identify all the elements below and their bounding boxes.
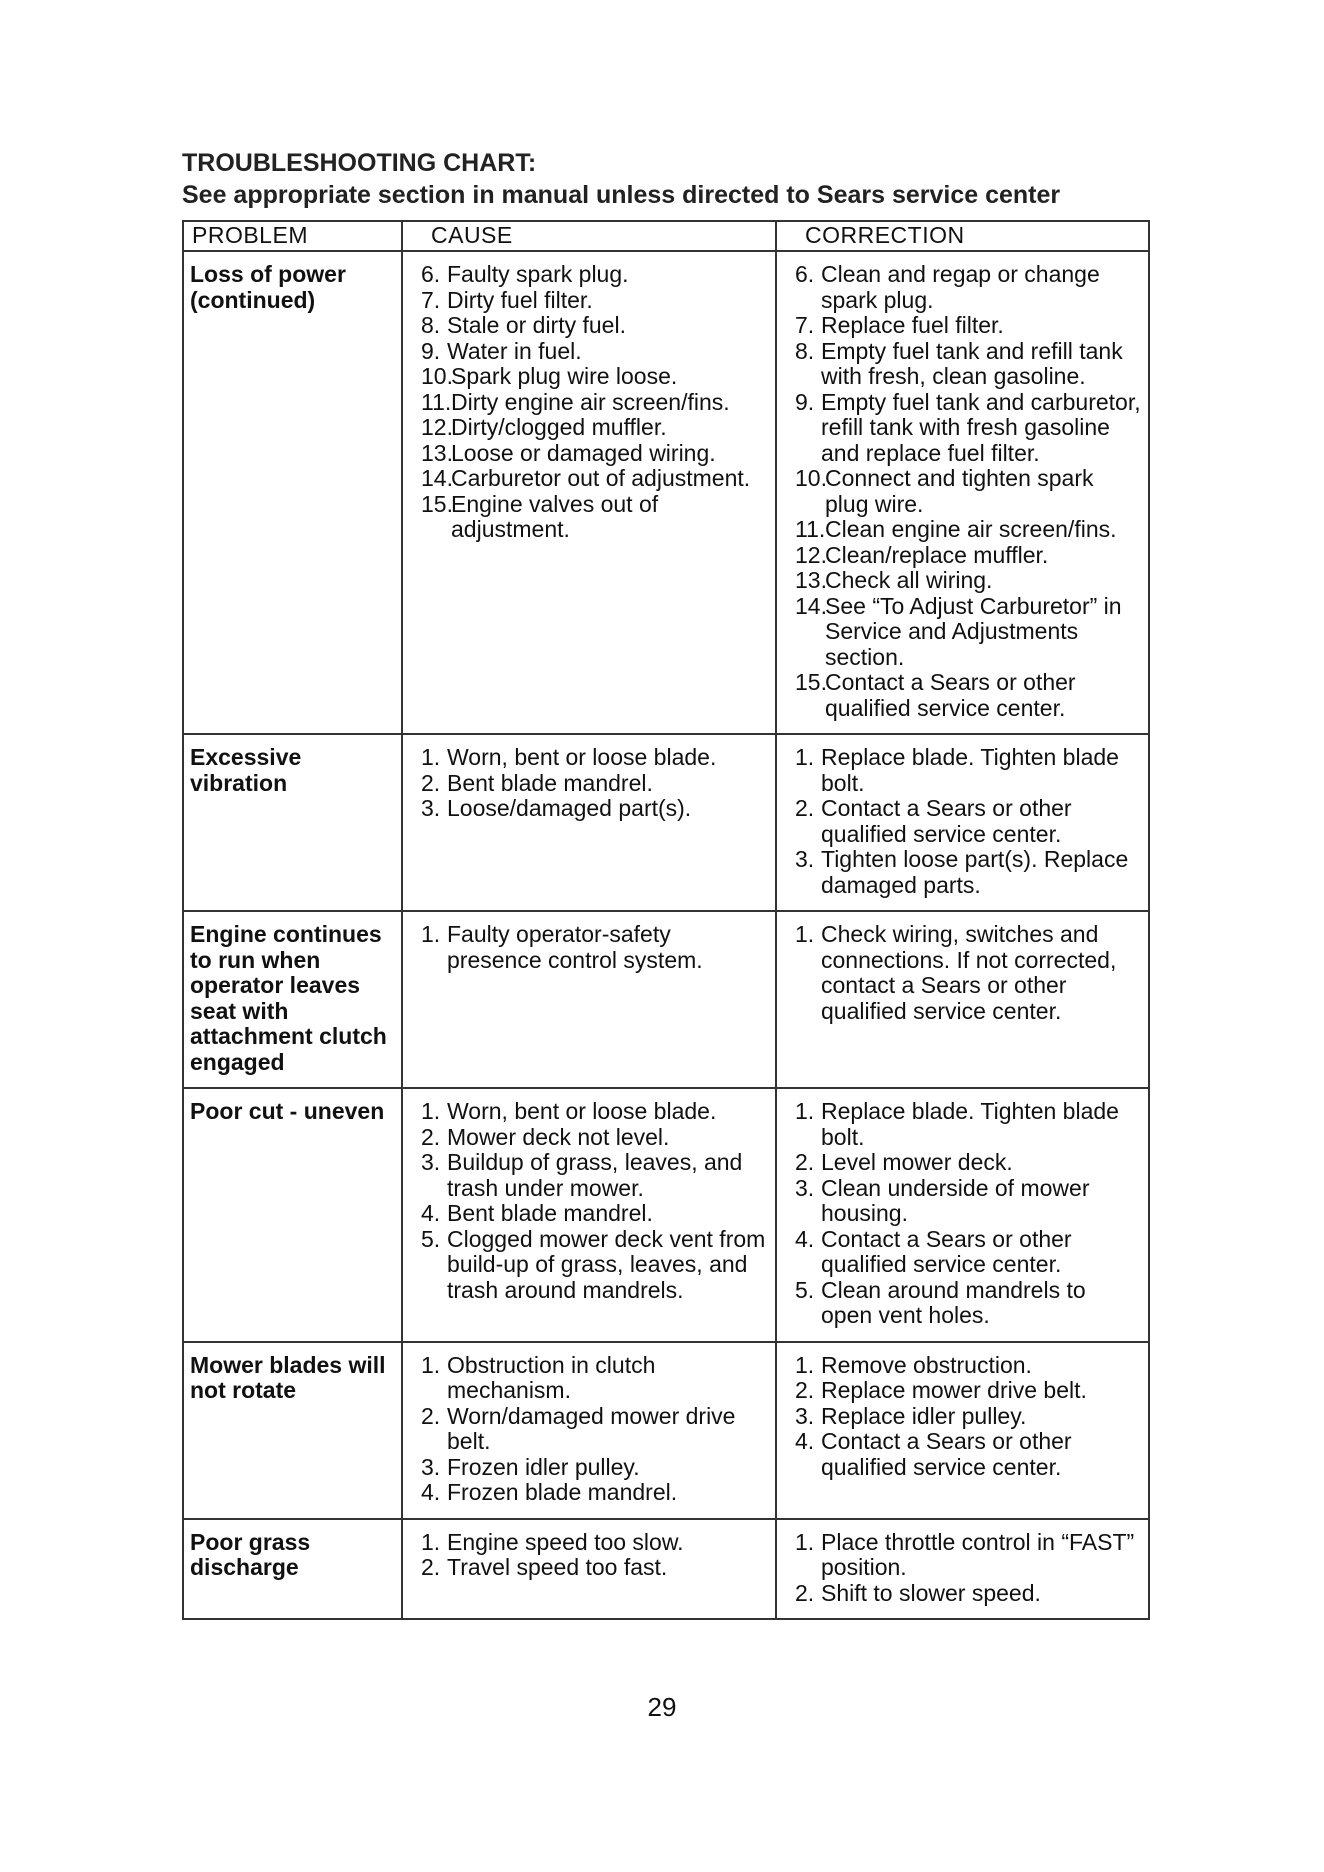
cause-item-number: 4.: [421, 1479, 441, 1505]
correction-item-text: Contact a Sears or other qualified service center.: [821, 795, 1072, 847]
page-title: TROUBLESHOOTING CHART:: [182, 149, 537, 177]
cause-item-number: 2.: [421, 769, 441, 796]
cause-item: [409, 1404, 769, 1455]
cause-item: [409, 492, 769, 543]
table-row: [183, 734, 1149, 911]
correction-item-number: 12.: [795, 541, 827, 568]
cause-cell: [402, 911, 776, 1088]
cause-item-number: 1.: [421, 1528, 441, 1555]
cause-item: [409, 1353, 769, 1404]
correction-item: [783, 262, 1142, 313]
correction-item: [783, 922, 1142, 1024]
correction-item-text: Shift to slower speed.: [821, 1579, 1041, 1606]
correction-item-number: 1.: [795, 1098, 815, 1124]
correction-item: [783, 1378, 1142, 1404]
cause-item: [409, 1125, 769, 1151]
cause-item-text: Worn, bent or loose blade.: [447, 1098, 717, 1124]
correction-cell: [776, 1088, 1149, 1342]
cause-column-header: CAUSE: [402, 221, 776, 251]
cause-list: [409, 1530, 769, 1581]
correction-item: [783, 670, 1142, 721]
table-header-row: [183, 221, 1149, 251]
table-row: [183, 1342, 1149, 1519]
cause-item: [409, 390, 769, 416]
correction-item-number: 8.: [795, 337, 815, 364]
correction-item-number: 3.: [795, 846, 815, 872]
correction-item-text: Contact a Sears or other qualified service center.: [821, 1428, 1072, 1480]
correction-item: [783, 1227, 1142, 1278]
correction-list: [783, 1099, 1142, 1329]
cause-item-text: Frozen blade mandrel.: [447, 1479, 678, 1505]
cause-item-text: Clogged mower deck vent from build-up of grass, leaves, and trash around mandrels.: [447, 1225, 766, 1303]
correction-list: [783, 922, 1142, 1024]
cause-list: [409, 1353, 769, 1506]
correction-item-text: Replace fuel filter.: [821, 312, 1004, 338]
problem-cell: Mower blades will not rotate: [183, 1342, 402, 1519]
correction-item-text: Place throttle control in “FAST” position.: [821, 1528, 1135, 1580]
cause-item: [409, 1530, 769, 1556]
cause-item-text: Dirty/clogged muffler.: [451, 414, 667, 440]
correction-item-text: Clean/replace muffler.: [825, 541, 1049, 568]
correction-item: [783, 796, 1142, 847]
cause-item: [409, 441, 769, 467]
cause-item: [409, 339, 769, 365]
correction-item-number: 14.: [795, 592, 827, 619]
correction-list: [783, 1530, 1142, 1607]
cause-item-number: 8.: [421, 312, 441, 338]
cause-item: [409, 364, 769, 390]
cause-item-number: 14.: [421, 465, 453, 491]
correction-cell: [776, 251, 1149, 734]
problem-cell: Poor cut - uneven: [183, 1088, 402, 1342]
cause-item-text: Engine speed too slow.: [447, 1528, 684, 1555]
correction-item: [783, 745, 1142, 796]
cause-item-number: 3.: [421, 1149, 441, 1175]
correction-cell: [776, 1342, 1149, 1519]
troubleshooting-table: [182, 220, 1150, 1620]
cause-item-text: Buildup of grass, leaves, and trash under mower.: [447, 1149, 743, 1201]
correction-cell: [776, 1519, 1149, 1620]
correction-item-number: 2.: [795, 1149, 815, 1175]
correction-item-number: 2.: [795, 1377, 815, 1403]
table-row: [183, 911, 1149, 1088]
cause-item: [409, 1201, 769, 1227]
cause-item-text: Dirty engine air screen/fins.: [451, 388, 730, 415]
cause-item-number: 1.: [421, 744, 441, 770]
cause-item: [409, 415, 769, 441]
cause-item-text: Mower deck not level.: [447, 1123, 670, 1150]
correction-item: [783, 313, 1142, 339]
correction-item: [783, 390, 1142, 467]
correction-item-text: Replace blade. Tighten blade bolt.: [821, 744, 1119, 796]
correction-item-number: 9.: [795, 388, 815, 415]
correction-list: [783, 745, 1142, 898]
problem-cell: Engine continues to run when operator leaves seat with attachment clutch engaged: [183, 911, 402, 1088]
correction-item: [783, 466, 1142, 517]
cause-item-number: 6.: [421, 261, 441, 287]
cause-item: [409, 313, 769, 339]
correction-cell: [776, 734, 1149, 911]
correction-item-text: Replace blade. Tighten blade bolt.: [821, 1098, 1119, 1150]
cause-item-number: 12.: [421, 414, 453, 440]
correction-item-text: Level mower deck.: [821, 1149, 1013, 1175]
cause-item-number: 1.: [421, 1098, 441, 1124]
correction-item-text: Tighten loose part(s). Replace damaged parts.: [821, 846, 1129, 898]
correction-item-text: Contact a Sears or other qualified service center.: [825, 669, 1076, 721]
correction-item-number: 1.: [795, 921, 815, 947]
cause-item-number: 13.: [421, 439, 453, 466]
correction-item-number: 3.: [795, 1402, 815, 1429]
cause-item-text: Bent blade mandrel.: [447, 769, 653, 796]
cause-cell: [402, 1342, 776, 1519]
correction-item: [783, 1353, 1142, 1379]
cause-item: [409, 745, 769, 771]
cause-item-text: Faulty operator-safety presence control system.: [447, 921, 703, 973]
correction-item-number: 4.: [795, 1225, 815, 1252]
cause-item: [409, 1150, 769, 1201]
cause-item-text: Worn/damaged mower drive belt.: [447, 1402, 736, 1454]
cause-list: [409, 922, 769, 973]
correction-item-number: 1.: [795, 744, 815, 770]
correction-item-number: 11.: [795, 516, 826, 542]
correction-list: [783, 262, 1142, 721]
page-subtitle: See appropriate section in manual unless directed to Sears service center: [182, 181, 1061, 209]
correction-item: [783, 568, 1142, 594]
correction-item-text: Replace mower drive belt.: [821, 1377, 1087, 1403]
correction-column-header: CORRECTION: [776, 221, 1149, 251]
correction-item-number: 4.: [795, 1428, 815, 1454]
correction-item-number: 7.: [795, 312, 815, 338]
correction-item-text: Contact a Sears or other qualified service center.: [821, 1225, 1072, 1277]
cause-item-text: Loose/damaged part(s).: [447, 795, 692, 821]
correction-item-number: 6.: [795, 261, 815, 287]
correction-item: [783, 1099, 1142, 1150]
correction-item-text: Empty fuel tank and refill tank with fresh, clean gasoline.: [821, 337, 1123, 389]
correction-item-text: Clean underside of mower housing.: [821, 1174, 1090, 1226]
cause-item-number: 10.: [421, 363, 453, 389]
table-row: [183, 1088, 1149, 1342]
correction-item-number: 2.: [795, 795, 815, 821]
cause-item-number: 7.: [421, 286, 441, 313]
correction-item: [783, 543, 1142, 569]
cause-item-number: 1.: [421, 921, 441, 947]
cause-item-text: Spark plug wire loose.: [451, 363, 678, 389]
cause-item-number: 15.: [421, 490, 453, 517]
correction-item-number: 3.: [795, 1174, 815, 1201]
correction-item-text: Clean engine air screen/fins.: [825, 516, 1117, 542]
cause-item: [409, 771, 769, 797]
cause-item-text: Loose or damaged wiring.: [451, 439, 716, 466]
cause-item-text: Frozen idler pulley.: [447, 1453, 640, 1480]
correction-item-text: Check all wiring.: [825, 567, 993, 593]
cause-item-number: 3.: [421, 1453, 441, 1480]
cause-item: [409, 1099, 769, 1125]
correction-item: [783, 1150, 1142, 1176]
cause-cell: [402, 1519, 776, 1620]
cause-item-number: 2.: [421, 1554, 441, 1580]
table-row: [183, 251, 1149, 734]
correction-item-text: Connect and tighten spark plug wire.: [825, 465, 1094, 517]
cause-item-text: Worn, bent or loose blade.: [447, 744, 717, 770]
cause-list: [409, 262, 769, 543]
correction-item-number: 10.: [795, 465, 827, 491]
cause-item-text: Travel speed too fast.: [447, 1554, 668, 1580]
cause-item-text: Engine valves out of adjustment.: [451, 490, 659, 542]
cause-list: [409, 745, 769, 822]
cause-item-text: Bent blade mandrel.: [447, 1200, 653, 1226]
correction-item-text: Check wiring, switches and connections. If not corrected, contact a Sears or other qualified service center.: [821, 921, 1117, 1024]
correction-item: [783, 339, 1142, 390]
cause-item: [409, 262, 769, 288]
cause-item-number: 4.: [421, 1200, 441, 1226]
correction-item: [783, 517, 1142, 543]
cause-item: [409, 922, 769, 973]
cause-item-number: 2.: [421, 1402, 441, 1429]
problem-cell: Poor grass discharge: [183, 1519, 402, 1620]
correction-item: [783, 1176, 1142, 1227]
problem-column-header: PROBLEM: [183, 221, 402, 251]
correction-item: [783, 1581, 1142, 1607]
cause-item: [409, 466, 769, 492]
correction-item-text: Clean and regap or change spark plug.: [821, 261, 1100, 313]
cause-item-text: Stale or dirty fuel.: [447, 312, 626, 338]
cause-item-number: 11.: [421, 388, 452, 415]
correction-list: [783, 1353, 1142, 1481]
cause-item: [409, 1480, 769, 1506]
cause-item: [409, 796, 769, 822]
page-number: 29: [647, 1692, 677, 1722]
correction-item-text: Clean around mandrels to open vent holes.: [821, 1276, 1086, 1328]
cause-item-number: 9.: [421, 337, 441, 364]
correction-item-text: Remove obstruction.: [821, 1351, 1032, 1378]
cause-item: [409, 1227, 769, 1304]
correction-item-number: 1.: [795, 1351, 815, 1378]
cause-cell: [402, 734, 776, 911]
correction-item: [783, 1278, 1142, 1329]
cause-item-text: Faulty spark plug.: [447, 261, 629, 287]
correction-item-number: 15.: [795, 669, 827, 695]
correction-item: [783, 847, 1142, 898]
cause-cell: [402, 251, 776, 734]
cause-item: [409, 288, 769, 314]
cause-item: [409, 1455, 769, 1481]
correction-item: [783, 1429, 1142, 1480]
table-row: [183, 1519, 1149, 1620]
cause-item-number: 5.: [421, 1225, 441, 1252]
correction-item-number: 13.: [795, 567, 827, 593]
correction-item: [783, 1530, 1142, 1581]
correction-item-number: 1.: [795, 1528, 815, 1555]
cause-item-text: Carburetor out of adjustment.: [451, 465, 751, 491]
correction-item-number: 2.: [795, 1579, 815, 1606]
cause-item: [409, 1555, 769, 1581]
cause-item-number: 2.: [421, 1123, 441, 1150]
correction-cell: [776, 911, 1149, 1088]
cause-cell: [402, 1088, 776, 1342]
cause-item-number: 3.: [421, 795, 441, 821]
cause-item-text: Water in fuel.: [447, 337, 582, 364]
correction-item: [783, 594, 1142, 671]
correction-item: [783, 1404, 1142, 1430]
correction-item-text: Empty fuel tank and carburetor, refill tank with fresh gasoline and replace fuel filter.: [821, 388, 1141, 466]
cause-item-number: 1.: [421, 1351, 441, 1378]
correction-item-number: 5.: [795, 1276, 815, 1303]
cause-list: [409, 1099, 769, 1303]
problem-cell: Loss of power (continued): [183, 251, 402, 734]
problem-cell: Excessive vibration: [183, 734, 402, 911]
correction-item-text: See “To Adjust Carburetor” in Service and Adjustments section.: [825, 592, 1122, 670]
table-body: [183, 251, 1149, 1619]
cause-item-text: Obstruction in clutch mechanism.: [447, 1351, 656, 1403]
correction-item-text: Replace idler pulley.: [821, 1402, 1027, 1429]
cause-item-text: Dirty fuel filter.: [447, 286, 593, 313]
